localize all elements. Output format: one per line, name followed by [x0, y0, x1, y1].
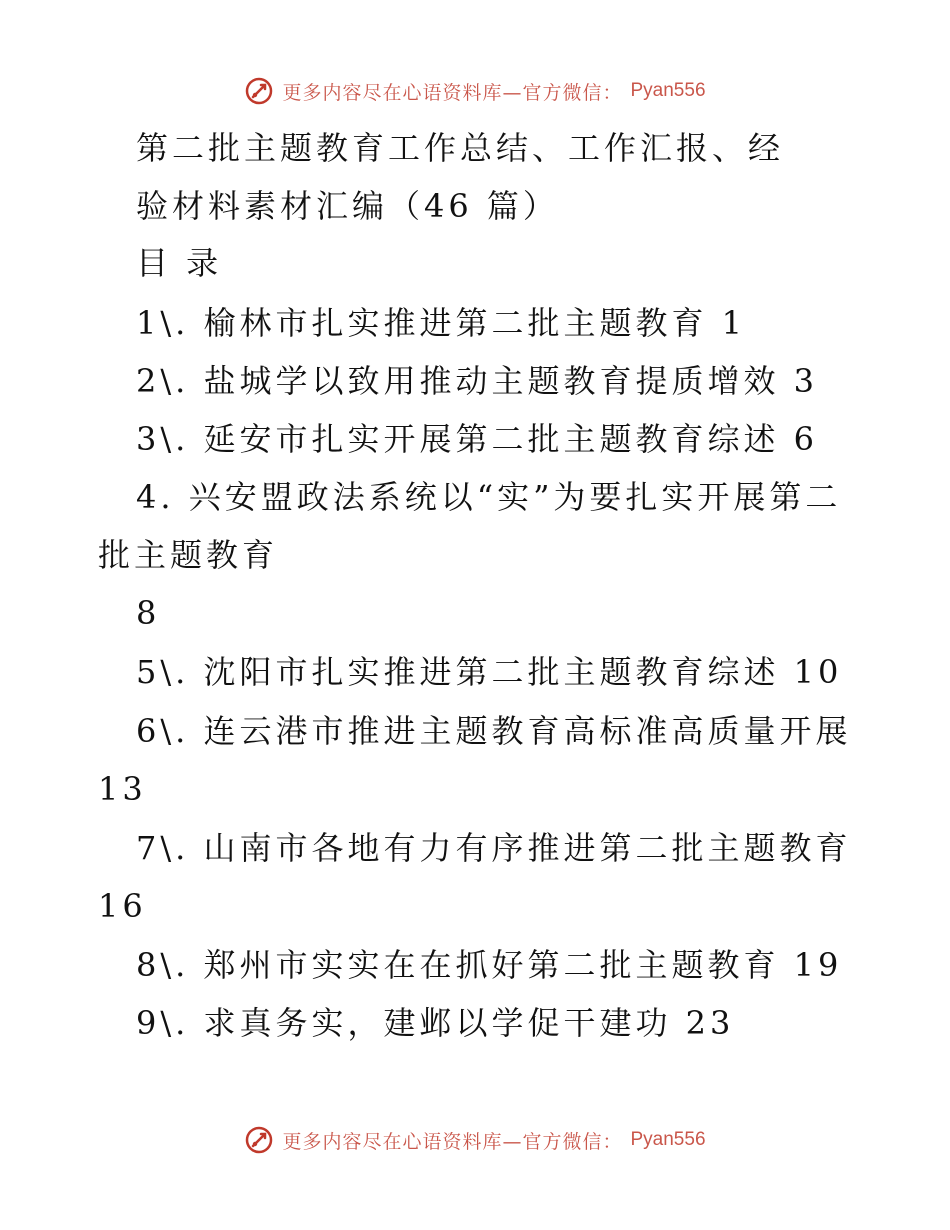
watermark-account: Pyan556 — [630, 80, 706, 101]
quill-logo-icon — [244, 76, 274, 106]
toc-entry: 3\. 延安市扎实开展第二批主题教育综述 6 — [136, 420, 819, 458]
toc-entry-page: 13 — [98, 770, 147, 808]
toc-entry: 2\. 盐城学以致用推动主题教育提质增效 3 — [136, 362, 819, 400]
toc-entry-page: 16 — [98, 887, 147, 925]
toc-entry: 5\. 沈阳市扎实推进第二批主题教育综述 10 — [136, 653, 843, 691]
toc-heading: 目 录 — [136, 244, 223, 282]
doc-title-line-1: 第二批主题教育工作总结、工作汇报、经 — [136, 129, 785, 167]
toc-entry-page: 8 — [136, 594, 161, 632]
watermark-text: 更多内容尽在心语资料库—官方微信： — [282, 1130, 623, 1153]
toc-entry: 4. 兴安盟政法系统以“实”为要扎实开展第二 — [136, 478, 842, 516]
watermark-text: 更多内容尽在心语资料库—官方微信： — [282, 81, 623, 104]
header-watermark — [0, 71, 950, 111]
quill-logo-icon — [244, 1125, 274, 1155]
watermark-account: Pyan556 — [630, 1129, 706, 1150]
toc-entry: 6\. 连云港市推进主题教育高标准高质量开展 — [136, 712, 852, 750]
doc-title-line-2: 验材料素材汇编（46 篇） — [136, 187, 559, 225]
toc-entry: 9\. 求真务实，建邺以学促干建功 23 — [136, 1004, 735, 1042]
toc-entry: 1\. 榆林市扎实推进第二批主题教育 1 — [136, 304, 747, 342]
toc-entry: 7\. 山南市各地有力有序推进第二批主题教育 — [136, 829, 852, 867]
toc-entry: 8\. 郑州市实实在在抓好第二批主题教育 19 — [136, 946, 843, 984]
toc-entry-continuation: 批主题教育 — [98, 536, 279, 574]
footer-watermark — [0, 1120, 950, 1160]
